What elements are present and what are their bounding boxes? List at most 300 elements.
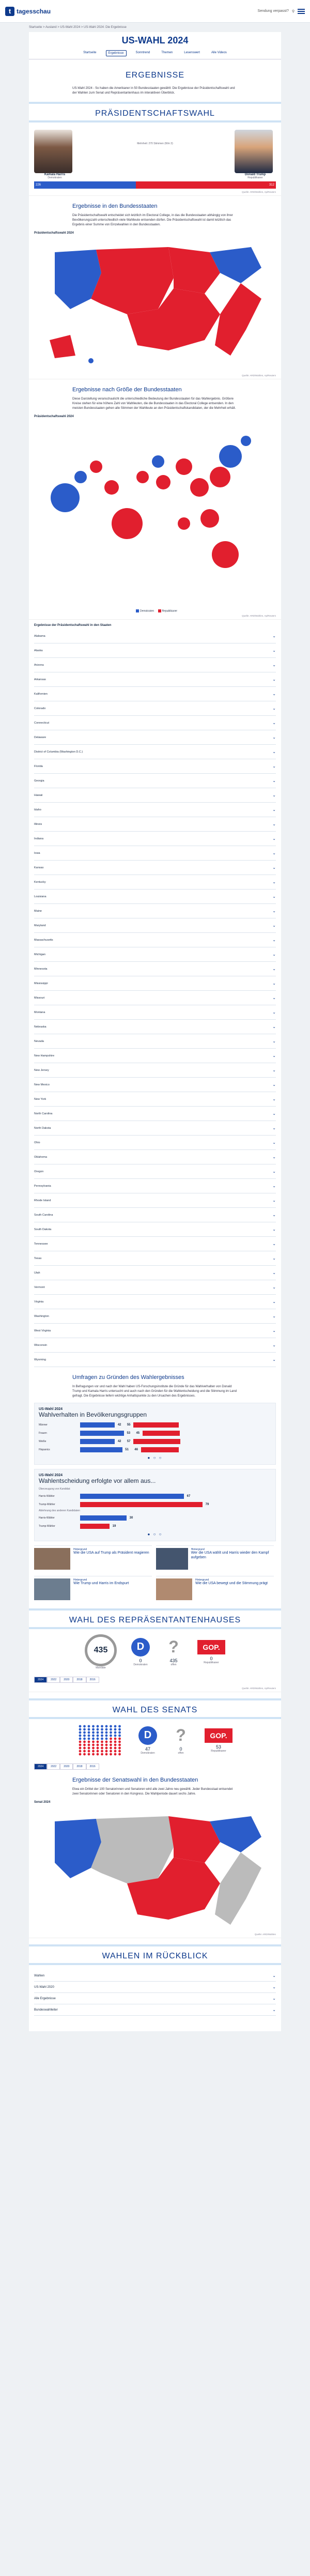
survey-bar-row — [39, 1438, 271, 1445]
state-row[interactable] — [34, 962, 276, 976]
motive-bar-row — [39, 1514, 271, 1522]
senate-seat — [114, 1738, 117, 1740]
state-name: Kentucky — [34, 880, 46, 884]
chevron-down-icon: ⌄ — [272, 1010, 276, 1015]
bubble-map[interactable] — [34, 420, 276, 606]
senate-gop-icon: GOP. — [205, 1728, 233, 1743]
senate-seat — [83, 1741, 86, 1743]
state-row[interactable] — [34, 1005, 276, 1020]
state-name: North Dakota — [34, 1126, 51, 1130]
senate-seat — [110, 1728, 112, 1731]
state-name: Oregon — [34, 1170, 44, 1173]
state-row[interactable] — [34, 774, 276, 788]
card2-bars-b — [39, 1514, 271, 1530]
bubble-pa[interactable] — [210, 467, 230, 487]
state-name: Florida — [34, 764, 43, 768]
trump-bar — [133, 1439, 180, 1444]
senate-seat — [105, 1731, 108, 1734]
teaser-tile[interactable] — [34, 1545, 152, 1572]
bubble-ca[interactable] — [51, 483, 80, 512]
year-tab[interactable]: 2022 — [47, 1764, 60, 1770]
survey-bar-row — [39, 1430, 271, 1437]
state-row[interactable] — [34, 817, 276, 832]
legend-rep-swatch — [158, 609, 161, 612]
state-name: Vermont — [34, 1285, 45, 1289]
state-name: Alaska — [34, 649, 43, 652]
state-name: Idaho — [34, 808, 41, 811]
logo-icon: t — [5, 7, 14, 16]
states-text: Die Präsidentschaftswahl entscheidet sich letztlich im Electoral College, in das die Bundesstaaten abhängig von ihrer Bevölkerungszahl unterschiedlich viele Wahlleute entsenden dürfen. Die Präsidentschaftswahl ist damit letztlich das Ergebnis einer Summe von Einzelwahlen in den Bundesstaaten. — [72, 214, 233, 226]
state-row[interactable] — [34, 875, 276, 890]
senate-seat — [114, 1744, 117, 1746]
year-tab[interactable]: 2016 — [86, 1764, 99, 1770]
tab-ergebnisse[interactable]: Ergebnisse — [106, 50, 127, 56]
teaser-title: Wie die USA bewegt und die Stimmung prägt — [195, 1582, 268, 1586]
bubble-ny[interactable] — [219, 445, 242, 468]
state-name: Ohio — [34, 1141, 40, 1144]
candidate-trump — [235, 130, 276, 179]
state-row[interactable] — [34, 1324, 276, 1338]
state-row[interactable] — [34, 672, 276, 687]
house-total: 435 — [85, 1634, 117, 1666]
bubble-id[interactable] — [90, 461, 102, 473]
chevron-down-icon: ⌄ — [272, 1314, 276, 1319]
presidential-panel — [34, 128, 276, 189]
senate-seat — [101, 1725, 103, 1728]
state-row[interactable] — [34, 1338, 276, 1353]
year-tab[interactable]: 2022 — [47, 1677, 60, 1683]
state-row[interactable] — [34, 1222, 276, 1237]
state-row[interactable] — [34, 832, 276, 846]
senate-rep-num: 53 — [215, 1744, 221, 1750]
chevron-down-icon: ⌄ — [272, 1973, 276, 1979]
state-name: Arkansas — [34, 678, 46, 681]
retro-link-label: Alle Ergebnisse — [34, 1997, 56, 2000]
chevron-down-icon: ⌄ — [272, 1357, 276, 1362]
harris-name: Kamala Harris — [44, 173, 66, 176]
house-open-label: offen — [171, 1663, 177, 1666]
senate-states-title: Ergebnisse der Senatswahl in den Bundesstaaten — [72, 1777, 198, 1784]
teaser-kicker: Hintergrund — [195, 1578, 209, 1582]
bubble-fl[interactable] — [212, 541, 239, 568]
senate-title: WAHL DES SENATS — [29, 1698, 281, 1719]
state-name: Maine — [34, 909, 42, 913]
senate-seat — [105, 1735, 108, 1737]
state-row[interactable] — [34, 918, 276, 933]
senate-seat — [92, 1747, 95, 1750]
bubble-tx[interactable] — [112, 508, 143, 539]
bubble-wa[interactable] — [74, 471, 87, 483]
state-row[interactable] — [34, 1266, 276, 1280]
state-row[interactable] — [34, 1237, 276, 1251]
chevron-down-icon: ⌄ — [272, 1343, 276, 1348]
chevron-down-icon: ⌄ — [272, 778, 276, 784]
senate-seat — [83, 1731, 86, 1734]
retro-link[interactable] — [34, 1993, 276, 2004]
states-title: Ergebnisse in den Bundesstaaten — [72, 203, 158, 209]
senate-rep-label: Republikaner — [211, 1749, 226, 1753]
senate-seat — [83, 1750, 86, 1753]
house-dem-num: 0 — [139, 1658, 142, 1663]
house-total-label: Mandate — [96, 1666, 106, 1670]
state-name: Arizona — [34, 663, 44, 667]
chevron-down-icon: ⌄ — [272, 995, 276, 1001]
bubble-source: Quelle: ARD/Wahlen, Ap/Reuters — [29, 612, 281, 620]
chevron-down-icon: ⌄ — [272, 1213, 276, 1218]
state-row[interactable] — [34, 687, 276, 701]
map-region-southeast[interactable] — [215, 283, 261, 356]
senate-seat — [79, 1728, 82, 1731]
retro-link[interactable] — [34, 2004, 276, 2016]
chevron-down-icon: ⌄ — [272, 909, 276, 914]
dem-logo-icon: D — [131, 1638, 150, 1657]
state-name: Colorado — [34, 707, 46, 710]
state-row[interactable] — [34, 1049, 276, 1063]
state-name: Washington — [34, 1314, 49, 1318]
state-row[interactable] — [34, 745, 276, 759]
retro-link[interactable] — [34, 1970, 276, 1982]
state-name: South Carolina — [34, 1213, 53, 1217]
senate-states-text: Etwa ein Drittel der 100 Senatorinnen und Senatoren wird alle zwei Jahre neu gewählt. Jeder Bundesstaat entsendet zwei Senatorinnen oder Senatoren in den Kongress. Die Wahlperiode dauert sechs Jahre. — [72, 1788, 233, 1796]
senate-seat — [92, 1741, 95, 1743]
map-alaska[interactable] — [50, 335, 75, 358]
state-row[interactable] — [34, 1251, 276, 1266]
senate-seat — [114, 1731, 117, 1734]
retro-link[interactable] — [34, 1982, 276, 1993]
house-rep-label: Republikaner — [204, 1661, 219, 1664]
senate-map[interactable] — [34, 1806, 276, 1930]
motive-bar-row — [39, 1501, 271, 1508]
senate-question-icon: ? — [176, 1726, 186, 1745]
state-row[interactable] — [34, 788, 276, 803]
trump-name: Donald Trump — [244, 173, 266, 176]
state-row[interactable] — [34, 1164, 276, 1179]
senate-seat — [110, 1741, 112, 1743]
card1-pagination[interactable]: ● ○ ○ — [147, 1455, 163, 1461]
menu-icon[interactable] — [298, 9, 305, 14]
state-row[interactable] — [34, 947, 276, 962]
senate-seat — [97, 1744, 99, 1746]
tab-videos[interactable]: Alle Videos — [211, 51, 227, 54]
trump-value: 46 — [134, 1448, 138, 1452]
card2-pagination[interactable]: ● ○ ○ — [147, 1532, 163, 1537]
bubble-al[interactable] — [178, 517, 190, 530]
senate-seat — [88, 1747, 90, 1750]
search-icon[interactable]: ⚲ — [291, 9, 295, 13]
senate-seat — [88, 1744, 90, 1746]
question-icon: ? — [168, 1637, 179, 1657]
row-label: Trump-Wähler — [39, 1525, 55, 1528]
chevron-down-icon: ⌄ — [272, 1985, 276, 1990]
state-name: Hawaii — [34, 793, 43, 797]
state-row[interactable] — [34, 890, 276, 904]
survey-bar-row — [39, 1421, 271, 1429]
state-name: Utah — [34, 1271, 40, 1275]
state-row[interactable] — [34, 933, 276, 947]
senate-seat — [118, 1741, 121, 1743]
state-name: Illinois — [34, 822, 42, 826]
chevron-down-icon: ⌄ — [272, 880, 276, 885]
year-tab[interactable]: 2018 — [73, 1677, 86, 1683]
survey-text: In Befragungen vor und nach der Wahl haben US-Forschungsinstitute die Gründe für das Wahlverhalten von Donald Trump und Kamala Harris untersucht und auch nach den Gründen für die Wahlentscheidung und die Stimmung im Land gefragt. Die Ergebnisse liefern wichtige Anhaltspunkte zu den Ursachen des Ergebnisses. — [72, 1385, 237, 1398]
state-row[interactable] — [34, 716, 276, 730]
senate-seat — [105, 1741, 108, 1743]
year-tab[interactable]: 2020 — [60, 1677, 73, 1683]
bubble-ma[interactable] — [241, 436, 251, 446]
chevron-down-icon: ⌄ — [272, 1256, 276, 1261]
row-label: Frauen — [39, 1432, 47, 1435]
senate-seat — [114, 1741, 117, 1743]
search-label[interactable]: Sendung verpasst? — [257, 9, 289, 13]
electoral-bar — [34, 181, 276, 189]
state-name: New Mexico — [34, 1083, 50, 1086]
senate-seat — [118, 1753, 121, 1756]
card2-group2: Ablehnung des anderen Kandidaten — [39, 1509, 80, 1513]
survey-bar-row — [39, 1446, 271, 1453]
senate-seat — [83, 1738, 86, 1740]
state-name: Nebraska — [34, 1025, 47, 1029]
senate-seat — [92, 1750, 95, 1753]
bubble-mn[interactable] — [152, 455, 164, 468]
state-name: Massachusetts — [34, 938, 53, 942]
teaser-kicker: Hintergrund — [73, 1578, 87, 1582]
state-row[interactable] — [34, 803, 276, 817]
state-row[interactable] — [34, 1136, 276, 1150]
row-label: Harris-Wähler — [39, 1516, 55, 1520]
state-row[interactable] — [34, 1309, 276, 1324]
state-name: Kansas — [34, 866, 44, 869]
legend-dem-swatch — [136, 609, 139, 612]
candidate-harris — [34, 130, 75, 179]
motive-bar-row — [39, 1523, 271, 1530]
tab-lesenswert[interactable]: Lesenswert — [184, 51, 200, 54]
logo[interactable] — [5, 7, 51, 16]
year-tab[interactable]: 2016 — [86, 1677, 99, 1683]
state-row[interactable] — [34, 1020, 276, 1034]
senate-seat — [110, 1753, 112, 1756]
electoral-bar-harris: 226 — [34, 181, 136, 189]
tab-sonntrend[interactable]: Sonntrend — [135, 51, 150, 54]
chevron-down-icon: ⌄ — [272, 923, 276, 928]
state-row[interactable] — [34, 1193, 276, 1208]
bubble-mi[interactable] — [176, 458, 192, 475]
chevron-down-icon: ⌄ — [272, 851, 276, 856]
senate-seat — [88, 1741, 90, 1743]
house-dem-label: Demokraten — [133, 1663, 148, 1666]
card1-bars — [39, 1421, 271, 1453]
senate-year-tabs — [34, 1764, 276, 1770]
senate-seat — [92, 1728, 95, 1731]
state-name: Louisiana — [34, 895, 47, 898]
bubble-oh[interactable] — [190, 478, 209, 497]
main-content — [29, 32, 281, 2031]
chevron-down-icon: ⌄ — [272, 1111, 276, 1116]
state-row[interactable] — [34, 1078, 276, 1092]
state-name: Texas — [34, 1256, 42, 1260]
retro-links — [29, 1970, 281, 2016]
chevron-down-icon: ⌄ — [272, 1328, 276, 1333]
senate-seat — [83, 1753, 86, 1756]
state-row[interactable] — [34, 1107, 276, 1121]
card1-kicker: US-Wahl 2024 — [39, 1407, 63, 1412]
year-tab[interactable]: 2018 — [73, 1764, 86, 1770]
state-name: New Hampshire — [34, 1054, 55, 1057]
senate-seat — [79, 1725, 82, 1728]
state-row[interactable] — [34, 1034, 276, 1049]
chevron-down-icon: ⌄ — [272, 793, 276, 798]
senate-seat — [110, 1744, 112, 1746]
senate-region-southeast[interactable] — [215, 1852, 261, 1925]
state-row[interactable] — [34, 1280, 276, 1295]
state-name: Maryland — [34, 924, 46, 927]
chevron-down-icon: ⌄ — [272, 1068, 276, 1073]
card2-kicker: US-Wahl 2024 — [39, 1474, 63, 1478]
state-row[interactable] — [34, 658, 276, 672]
chevron-down-icon: ⌄ — [272, 2007, 276, 2013]
card2-title: Wahlentscheidung erfolgte vor allem aus... — [39, 1477, 156, 1485]
teaser-tile[interactable] — [156, 1545, 274, 1572]
senate-seat — [110, 1750, 112, 1753]
state-name: Minnesota — [34, 967, 48, 971]
survey-card-1 — [34, 1403, 276, 1465]
row-label: Trump-Wähler — [39, 1503, 55, 1507]
state-row[interactable] — [34, 846, 276, 861]
state-row[interactable] — [34, 1353, 276, 1367]
chevron-down-icon: ⌄ — [272, 1198, 276, 1203]
teaser-tile[interactable] — [156, 1576, 274, 1602]
state-row[interactable] — [34, 701, 276, 716]
chevron-down-icon: ⌄ — [272, 952, 276, 957]
survey-card-2 — [34, 1469, 276, 1541]
state-row[interactable] — [34, 643, 276, 658]
us-map[interactable] — [34, 237, 276, 371]
house-source: Quelle: ARD/Wahlen, Ap/Reuters — [29, 1685, 281, 1692]
teaser-tiles — [34, 1545, 276, 1602]
senate-open-num: 0 — [179, 1746, 182, 1752]
tab-startseite[interactable]: Startseite — [83, 51, 97, 54]
chevron-down-icon: ⌄ — [272, 1184, 276, 1189]
chevron-down-icon: ⌄ — [272, 822, 276, 827]
senate-seat — [118, 1744, 121, 1746]
bubble-map-label: Präsidentschaftswahl 2024 — [34, 415, 74, 418]
senate-seat — [88, 1728, 90, 1731]
row-label: Weiße — [39, 1440, 47, 1444]
year-tab[interactable]: 2024 — [34, 1764, 47, 1770]
chevron-down-icon: ⌄ — [272, 1996, 276, 2001]
senate-seat — [101, 1744, 103, 1746]
breadcrumb[interactable]: Startseite > Ausland > US-Wahl 2024 > US-Wahl 2024: Die Ergebnisse — [29, 26, 127, 29]
results-intro: US-Wahl 2024 - So haben die Amerikaner in 50 Bundesstaaten gewählt: Die Ergebnisse der Präsidentschaftswahl und der Wahlen zum Senat und Repräsentantenhaus im interaktiven Überblick. — [72, 87, 235, 95]
state-row[interactable] — [34, 904, 276, 918]
state-row[interactable] — [34, 759, 276, 774]
senate-seat — [79, 1735, 82, 1737]
year-tab[interactable]: 2020 — [60, 1764, 73, 1770]
chevron-down-icon: ⌄ — [272, 1227, 276, 1232]
senate-seat — [79, 1747, 82, 1750]
senate-region-northeast[interactable] — [210, 1816, 261, 1852]
teaser-tile[interactable] — [34, 1576, 152, 1602]
states-source: Quelle: ARD/Wahlen, Ap/Reuters — [29, 372, 281, 379]
senate-seat — [101, 1738, 103, 1740]
senate-seat — [118, 1738, 121, 1740]
motive-bar — [80, 1502, 203, 1507]
map-region-mountain[interactable] — [91, 247, 174, 314]
senate-seat — [79, 1750, 82, 1753]
state-row[interactable] — [34, 1295, 276, 1309]
trump-value: 55 — [127, 1423, 131, 1427]
state-name: Missouri — [34, 996, 45, 1000]
state-name: Nevada — [34, 1039, 44, 1043]
bubble-mo[interactable] — [156, 475, 171, 489]
map-region-northeast[interactable] — [210, 247, 261, 283]
bubble-az[interactable] — [104, 480, 119, 495]
year-tab[interactable]: 2024 — [34, 1677, 47, 1683]
bubble-ga[interactable] — [200, 509, 219, 528]
row-label: Männer — [39, 1423, 48, 1427]
senate-region-mountain[interactable] — [91, 1816, 174, 1883]
presidential-title: PRÄSIDENTSCHAFTSWAHL — [29, 102, 281, 122]
senate-seat — [101, 1750, 103, 1753]
state-row[interactable] — [34, 629, 276, 643]
state-name: Kalifornien — [34, 692, 48, 696]
senate-seat — [97, 1735, 99, 1737]
state-row[interactable] — [34, 1150, 276, 1164]
electoral-bar-trump: 312 — [136, 181, 276, 189]
senate-seat — [101, 1753, 103, 1756]
senate-open-label: offen — [178, 1751, 184, 1755]
bubble-text: Diese Darstellung veranschaulicht die unterschiedliche Bedeutung der Bundesstaaten für das Wahlergebnis. Größere Kreise stehen für eine höhere Zahl von Wahlleuten, die die Bundesstaaten in das Electoral College entsenden. In den meisten Bundesstaaten gehen alle Stimmen der Wahlleute an den Präsidentschaftskandidaten, der die Mehrheit erhält. — [72, 397, 236, 410]
senate-seat — [97, 1753, 99, 1756]
state-row[interactable] — [34, 976, 276, 991]
senate-seat — [97, 1731, 99, 1734]
state-row[interactable] — [34, 1121, 276, 1136]
senate-map-label: Senat 2024 — [34, 1801, 51, 1804]
senate-seat — [114, 1735, 117, 1737]
card2-group1: Überzeugung von Kandidat — [39, 1488, 70, 1491]
senate-seat — [79, 1753, 82, 1756]
gop-logo-icon: GOP. — [197, 1640, 225, 1654]
senate-dem-icon: D — [138, 1726, 157, 1745]
senate-seat — [88, 1731, 90, 1734]
site-header — [0, 0, 310, 23]
chevron-down-icon: ⌄ — [272, 865, 276, 870]
senate-seat-grid — [78, 1724, 124, 1756]
trump-value: 57 — [127, 1440, 131, 1444]
state-row[interactable] — [34, 861, 276, 875]
senate-seat — [92, 1738, 95, 1740]
senate-seat — [83, 1725, 86, 1728]
teaser-image — [156, 1548, 188, 1570]
survey-title: Umfragen zu Gründen des Wahlergebnisses — [72, 1374, 184, 1381]
state-row[interactable] — [34, 730, 276, 745]
harris-party: Demokraten — [48, 176, 62, 179]
state-name: Iowa — [34, 851, 40, 855]
state-row[interactable] — [34, 991, 276, 1005]
chevron-down-icon: ⌄ — [272, 663, 276, 668]
state-row[interactable] — [34, 1208, 276, 1222]
results-title: ERGEBNISSE — [125, 71, 185, 80]
state-row[interactable] — [34, 1063, 276, 1078]
state-row[interactable] — [34, 1092, 276, 1107]
senate-seat — [105, 1744, 108, 1746]
chevron-down-icon: ⌄ — [272, 1299, 276, 1305]
majority-note: Mehrheit: 270 Stimmen (Wm 3) — [137, 142, 173, 145]
state-row[interactable] — [34, 1179, 276, 1193]
chevron-down-icon: ⌄ — [272, 1082, 276, 1087]
bubble-ne[interactable] — [136, 471, 149, 483]
tab-themen[interactable]: Themen — [161, 51, 173, 54]
map-hawaii[interactable] — [88, 358, 94, 363]
